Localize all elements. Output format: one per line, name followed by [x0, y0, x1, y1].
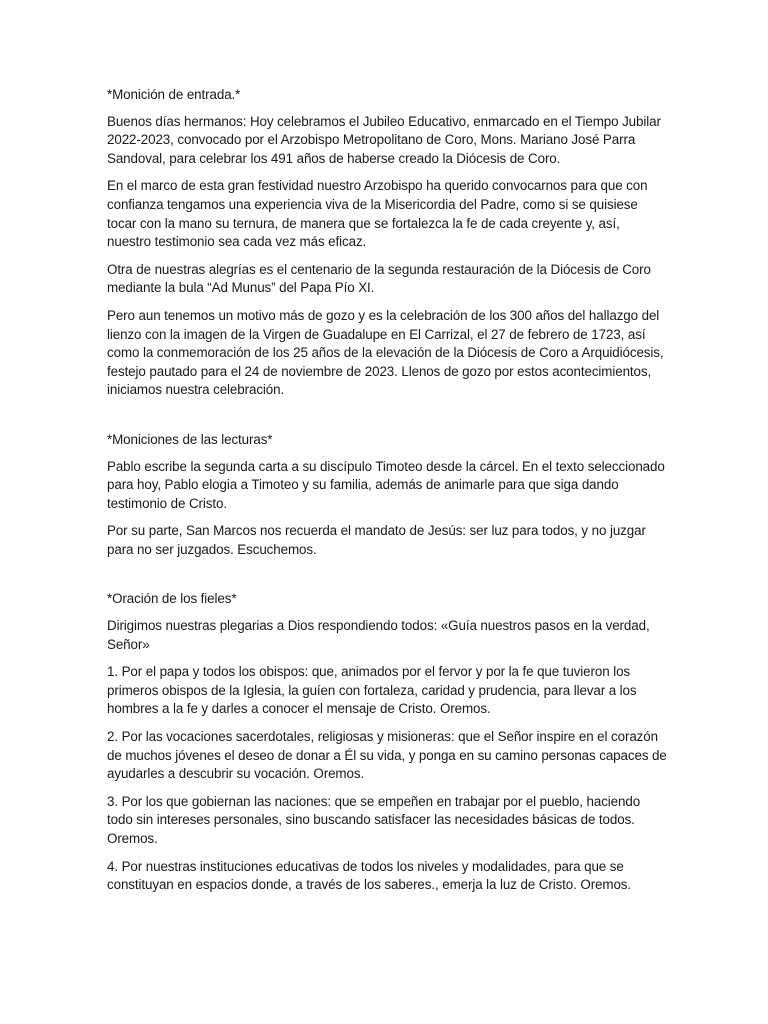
section-monicion-entrada: [107, 86, 667, 400]
paragraph: En el marco de esta gran festividad nuestro Arzobispo ha querido convocarnos para que con confianza tengamos una experiencia viva de la Misericordia del Padre, como si se quisiese tocar con la mano su ternura, de manera que se fortalezca la fe de cada creyente y, así, nuestro testimonio sea cada vez más eficaz.: [107, 178, 648, 250]
section-oracion-fieles: [107, 590, 667, 894]
section-title: *Monición de entrada.*: [107, 87, 241, 102]
section-spacer: [107, 409, 667, 431]
paragraph: Por su parte, San Marcos nos recuerda el mandato de Jesús: ser luz para todos, y no juzgar para no ser juzgados. Escuchemos.: [107, 523, 646, 557]
paragraph: Pablo escribe la segunda carta a su discípulo Timoteo desde la cárcel. En el texto seleccionado para hoy, Pablo elogia a Timoteo y su familia, además de animarle para que siga dando testimonio de Cristo.: [107, 458, 665, 511]
paragraph: Otra de nuestras alegrías es el centenario de la segunda restauración de la Diócesis de Coro mediante la bula “Ad Munus” del Papa Pío XI.: [107, 261, 651, 296]
petition-item: 4. Por nuestras instituciones educativas de todos los niveles y modalidades, para que se constituyan en espacios donde, a través de los saberes., emerja la luz de Cristo. Oremos.: [107, 858, 632, 893]
document-body: [107, 86, 667, 904]
petition-item: 2. Por las vocaciones sacerdotales, religiosas y misioneras: que el Señor inspire en el corazón de muchos jóvenes el deseo de donar a Él su vida, y ponga en su camino personas capaces de ayudarles a descubrir su vocación. Oremos.: [107, 729, 667, 782]
paragraph: Pero aun tenemos un motivo más de gozo y es la celebración de los 300 años del hallazgo del lienzo con la imagen de la Virgen de Guadalupe en El Carrizal, el 27 de febrero de 1723, así como la conmemoración de los 25 años de la elevación de la Diócesis de Coro a Arquidiócesis, festejo pautado para el 24 de noviembre de 2023. Llenos de gozo por estos acontecimientos, iniciamos nuestra celebración.: [107, 307, 664, 398]
petition-item: 1. Por el papa y todos los obispos: que, animados por el fervor y por la fe que tuvieron los primeros obispos de la Iglesia, la guíen con fortaleza, caridad y prudencia, para llevar a los hombres a la fe y darles a conocer el mensaje de Cristo. Oremos.: [107, 664, 637, 717]
section-moniciones-lecturas: [107, 431, 667, 560]
petition-item: 3. Por los que gobiernan las naciones: que se empeñen en trabajar por el pueblo, haciendo todo sin intereses personales, sino buscando satisfacer las necesidades básicas de todos. Oremos.: [107, 793, 641, 846]
section-title: *Moniciones de las lecturas*: [107, 431, 273, 447]
paragraph: Buenos días hermanos: Hoy celebramos el Jubileo Educativo, enmarcado en el Tiempo Jubilar 2022-2023, convocado por el Arzobispo Metropolitano de Coro, Mons. Mariano José Parra Sandoval, para celebrar los 491 años de haberse creado la Diócesis de Coro.: [107, 113, 661, 166]
section-title: *Oración de los fieles*: [107, 591, 237, 607]
paragraph: Dirigimos nuestras plegarias a Dios respondiendo todos: «Guía nuestros pasos en la verdad, Señor»: [107, 618, 650, 652]
section-spacer: [107, 568, 667, 590]
